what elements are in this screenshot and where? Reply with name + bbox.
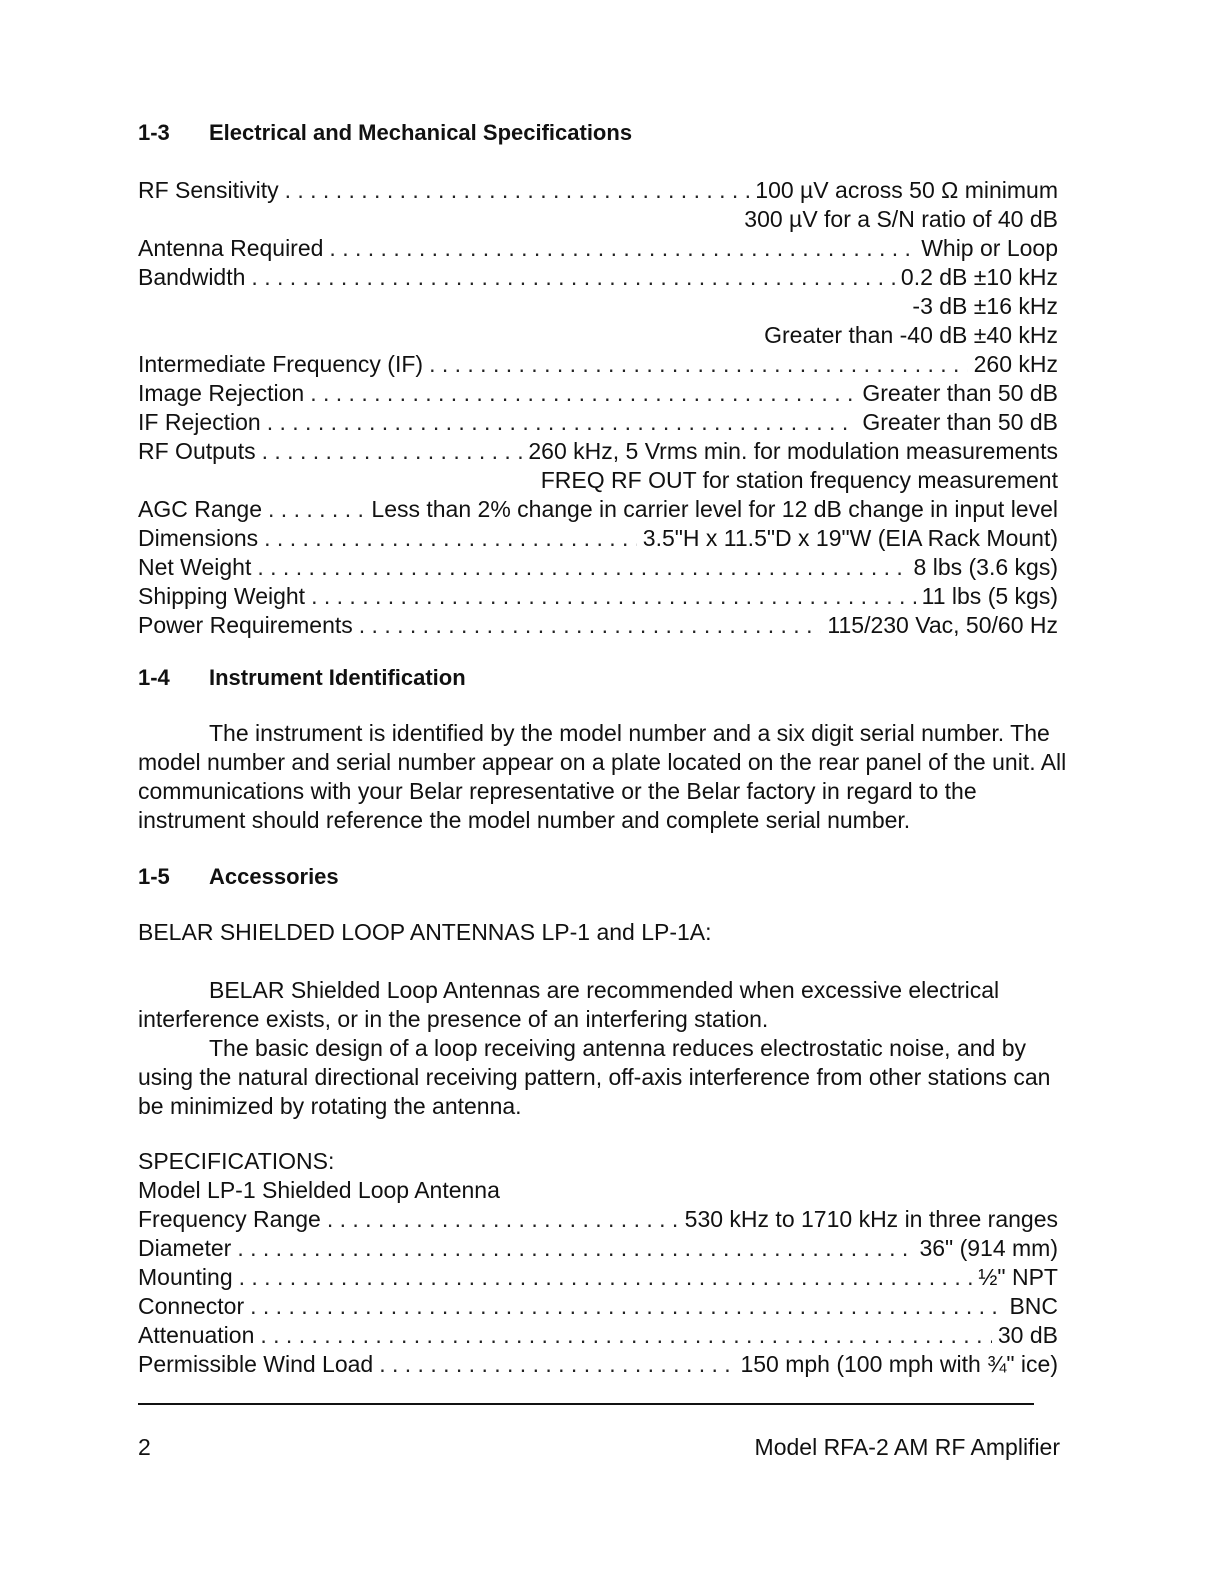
spec-label: Frequency Range xyxy=(138,1206,321,1232)
spec-row xyxy=(138,176,1058,205)
spec-label: AGC Range xyxy=(138,496,263,522)
spec-value: 3.5"H x 11.5"D x 19"W (EIA Rack Mount) xyxy=(642,525,1058,551)
leader-dots xyxy=(264,524,637,553)
spec-label: Connector xyxy=(138,1293,245,1319)
spec-label: Power Requirements xyxy=(138,612,353,638)
spec-continuation: -3 dB ±16 kHz xyxy=(912,293,1058,319)
spec-row xyxy=(138,1234,1058,1263)
spec-value: 115/230 Vac, 50/60 Hz xyxy=(827,612,1058,638)
accessory-description xyxy=(138,976,1078,1121)
footer-model-title: Model RFA-2 AM RF Amplifier xyxy=(754,1434,1060,1460)
spec-value: 11 lbs (5 kgs) xyxy=(921,583,1058,609)
spec-value: 8 lbs (3.6 kgs) xyxy=(913,554,1058,580)
spec-value: 36" (914 mm) xyxy=(919,1235,1058,1261)
section-number: 1-3 xyxy=(138,120,170,145)
spec-row xyxy=(138,611,1058,640)
spec-value: Less than 2% change in carrier level for 12 dB change in input level xyxy=(371,496,1058,522)
spec-value: 0.2 dB ±10 kHz xyxy=(900,264,1058,290)
leader-dots xyxy=(359,611,822,640)
section-number: 1-4 xyxy=(138,665,170,690)
spec-value: 260 kHz xyxy=(973,351,1058,377)
specifications-heading: SPECIFICATIONS: xyxy=(138,1148,335,1174)
spec-row xyxy=(138,1263,1058,1292)
section-title: Accessories xyxy=(209,864,339,889)
accessory-subtitle: BELAR SHIELDED LOOP ANTENNAS LP-1 and LP-1A: xyxy=(138,919,712,945)
spec-label: Net Weight xyxy=(138,554,252,580)
leader-dots xyxy=(285,176,750,205)
section-title: Electrical and Mechanical Specifications xyxy=(209,120,633,145)
spec-value: ½" NPT xyxy=(978,1264,1058,1290)
spec-label: Dimensions xyxy=(138,525,259,551)
spec-row xyxy=(138,1321,1058,1350)
spec-row xyxy=(138,1292,1058,1321)
spec-row xyxy=(138,1205,1058,1234)
page-number: 2 xyxy=(138,1434,151,1460)
spec-row xyxy=(138,582,1058,611)
spec-row xyxy=(138,263,1058,292)
leader-dots xyxy=(251,263,894,292)
spec-value: 150 mph (100 mph with ¾" ice) xyxy=(740,1351,1058,1377)
spec-row xyxy=(138,408,1058,437)
leader-dots xyxy=(267,408,857,437)
leader-dots xyxy=(260,1321,992,1350)
leader-dots xyxy=(257,553,907,582)
spec-label: Permissible Wind Load xyxy=(138,1351,374,1377)
spec-value: 30 dB xyxy=(997,1322,1058,1348)
spec-row xyxy=(138,553,1058,582)
spec-label: Intermediate Frequency (IF) xyxy=(138,351,424,377)
section-heading-1-3 xyxy=(138,118,632,147)
spec-row xyxy=(138,524,1058,553)
section-title: Instrument Identification xyxy=(209,665,466,690)
spec-value: 100 µV across 50 Ω minimum xyxy=(755,177,1058,203)
leader-dots xyxy=(379,1350,734,1379)
spec-row xyxy=(138,379,1058,408)
paragraph-text: BELAR Shielded Loop Antennas are recommended when excessive electrical interference exists, or in the presence of an interfering station. xyxy=(138,977,1000,1032)
model-heading: Model LP-1 Shielded Loop Antenna xyxy=(138,1177,500,1203)
spec-row xyxy=(138,495,1058,524)
spec-continuation: FREQ RF OUT for station frequency measurement xyxy=(540,467,1058,493)
spec-value: Greater than 50 dB xyxy=(862,409,1058,435)
spec-label: IF Rejection xyxy=(138,409,261,435)
leader-dots xyxy=(250,1292,1003,1321)
spec-row xyxy=(138,234,1058,263)
spec-label: Diameter xyxy=(138,1235,232,1261)
leader-dots xyxy=(329,234,915,263)
spec-label: Bandwidth xyxy=(138,264,246,290)
spec-value: 530 kHz to 1710 kHz in three ranges xyxy=(684,1206,1058,1232)
spec-row xyxy=(138,1350,1058,1379)
spec-row xyxy=(138,437,1058,466)
spec-value: 260 kHz, 5 Vrms min. for modulation measurements xyxy=(528,438,1058,464)
leader-dots xyxy=(268,495,365,524)
spec-value: BNC xyxy=(1009,1293,1058,1319)
section-number: 1-5 xyxy=(138,864,170,889)
leader-dots xyxy=(429,350,968,379)
spec-continuation: Greater than -40 dB ±40 kHz xyxy=(764,322,1058,348)
spec-label: Image Rejection xyxy=(138,380,305,406)
footer-divider xyxy=(138,1403,1034,1405)
leader-dots xyxy=(239,1263,973,1292)
spec-label: Shipping Weight xyxy=(138,583,306,609)
leader-dots xyxy=(310,379,856,408)
leader-dots xyxy=(262,437,523,466)
spec-value: Whip or Loop xyxy=(921,235,1058,261)
spec-row xyxy=(138,350,1058,379)
identification-paragraph xyxy=(138,719,1078,835)
spec-continuation: 300 µV for a S/N ratio of 40 dB xyxy=(744,206,1058,232)
paragraph-text: The instrument is identified by the model number and a six digit serial number. The model number and serial number appear on a plate located on the rear panel of the unit. All communications with your Belar representative or the Belar factory in regard to the instrument should reference the model number and complete serial number. xyxy=(138,720,1067,833)
spec-value: Greater than 50 dB xyxy=(862,380,1058,406)
antenna-spec-list xyxy=(138,1205,1058,1379)
leader-dots xyxy=(311,582,916,611)
section-heading-1-4 xyxy=(138,663,466,692)
spec-label: Attenuation xyxy=(138,1322,255,1348)
leader-dots xyxy=(327,1205,679,1234)
spec-label: Mounting xyxy=(138,1264,233,1290)
spec-label: RF Sensitivity xyxy=(138,177,279,203)
spec-label: RF Outputs xyxy=(138,438,256,464)
section-heading-1-5 xyxy=(138,862,339,891)
leader-dots xyxy=(237,1234,913,1263)
spec-label: Antenna Required xyxy=(138,235,324,261)
paragraph-text: The basic design of a loop receiving antenna reduces electrostatic noise, and by using the natural directional receiving pattern, off-axis interference from other stations can be minimized by rotating the antenna. xyxy=(138,1035,1051,1119)
electrical-spec-list xyxy=(138,176,1058,640)
